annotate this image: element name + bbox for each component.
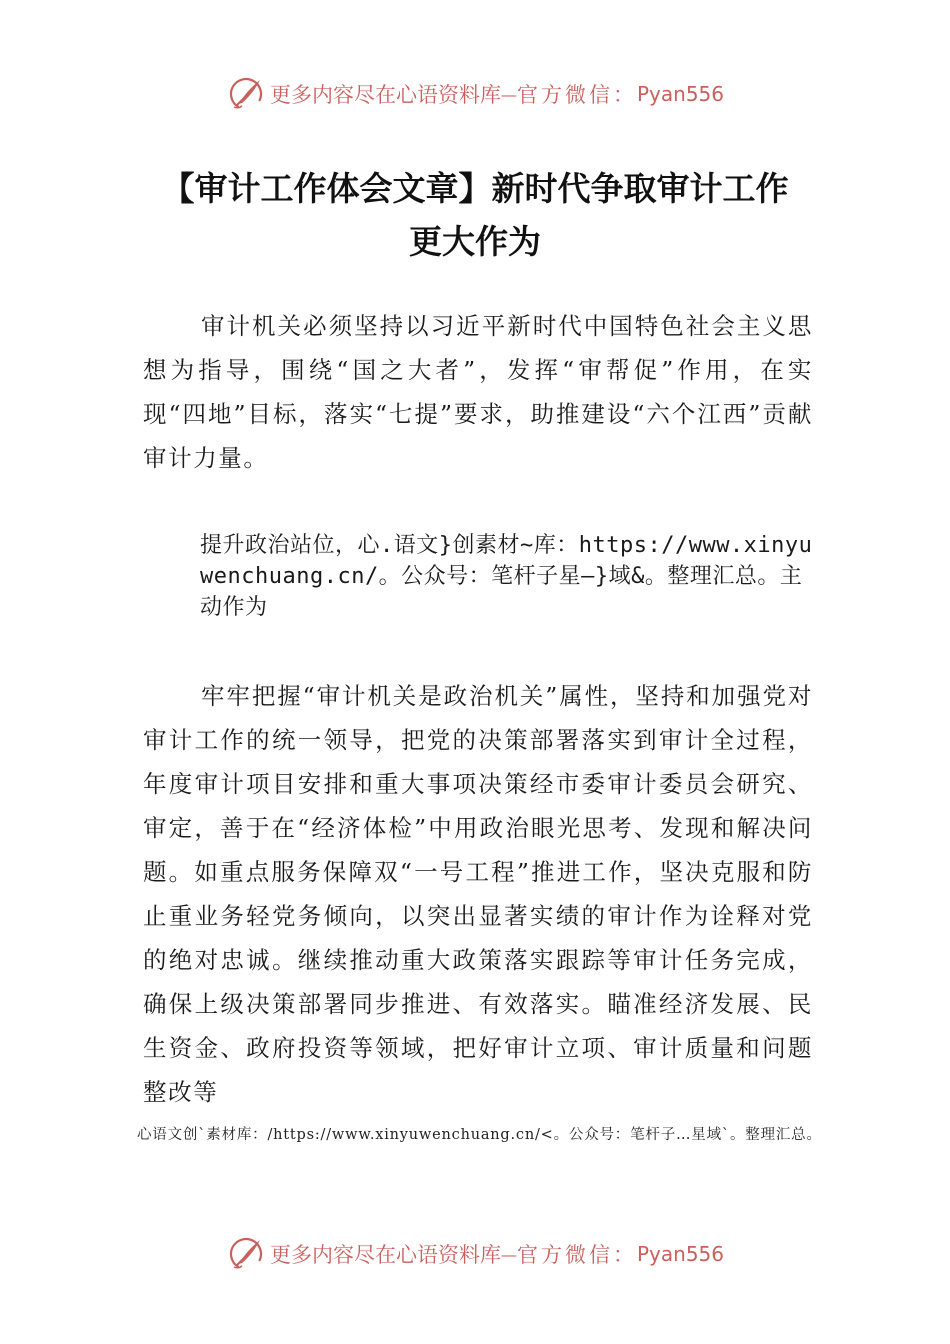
footer-note: 心语文创`素材库：/https://www.xinyuwenchuang.cn/<。公众号：笔杆子…星域`。整理汇总。	[137, 1127, 822, 1143]
banner-separator: —	[500, 1244, 517, 1264]
title-line-2: 更大作为	[409, 222, 541, 261]
header-banner	[0, 72, 950, 116]
paragraph-intro: 审计机关必须坚持以习近平新时代中国特色社会主义思想为指导，围绕“国之大者”，发挥“审帮促”作用，在实现“四地”目标，落实“七提”要求，助推建设“六个江西”贡献审计力量。	[143, 312, 813, 472]
title-line-1: 【审计工作体会文章】新时代争取审计工作	[161, 169, 789, 208]
banner-main-text: 更多内容尽在心语资料库	[269, 1243, 501, 1267]
banner-separator: —	[500, 84, 517, 104]
section-subheading: 提升政治站位，心.语文}创素材~库：https://www.xinyuwenchuang.cn/。公众号：笔杆子星—}域&。整理汇总。主动作为	[200, 533, 813, 620]
banner-label: 官方微信：	[516, 83, 637, 107]
banner-label: 官方微信：	[516, 1243, 637, 1267]
quill-pen-logo-icon	[226, 1234, 266, 1274]
quill-pen-logo-icon	[226, 74, 266, 114]
footer-banner	[0, 1232, 950, 1276]
banner-main-text: 更多内容尽在心语资料库	[269, 83, 501, 107]
banner-wechat-id: Pyan556	[636, 1242, 724, 1266]
paragraph-body: 牢牢把握“审计机关是政治机关”属性，坚持和加强党对审计工作的统一领导，把党的决策部署落实到审计全过程，年度审计项目安排和重大事项决策经市委审计委员会研究、审定，善于在“经济体检”中用政治眼光思考、发现和解决问题。如重点服务保障双“一号工程”推进工作，坚决克服和防止重业务轻党务倾向，以突出显著实绩的审计作为诠释对党的绝对忠诚。继续推动重大政策落实跟踪等审计任务完成，确保上级决策部署同步推进、有效落实。瞄准经济发展、民生资金、政府投资等领域，把好审计立项、审计质量和问题整改等	[143, 682, 813, 1106]
banner-wechat-id: Pyan556	[636, 82, 724, 106]
document-title	[100, 162, 850, 268]
